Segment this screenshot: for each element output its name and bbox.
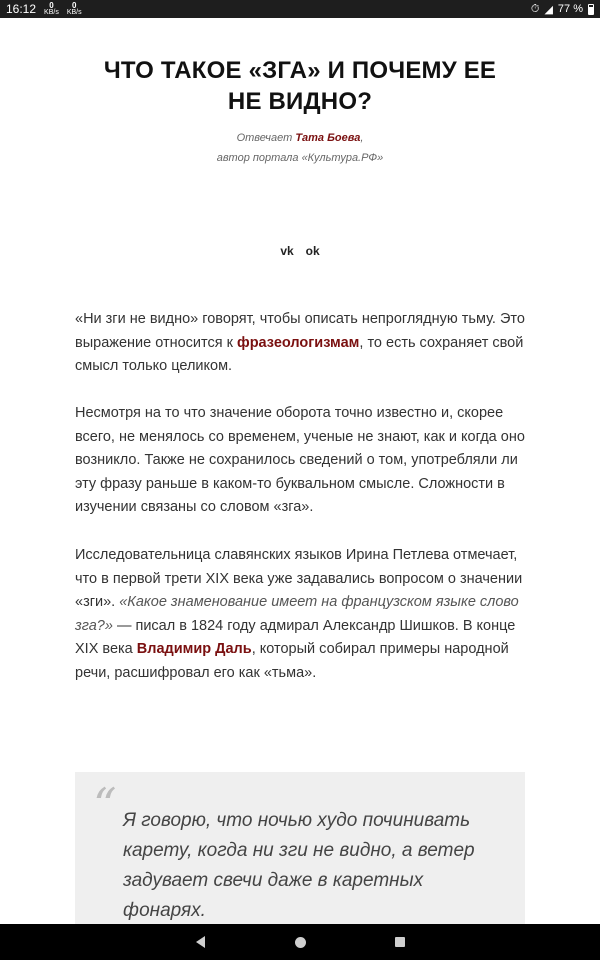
navigation-bar: [0, 924, 600, 960]
paragraph-1-text-b: , то есть сохраняет свой смысл только целиком.: [75, 334, 524, 374]
network-speed-1-unit: KB/s: [44, 9, 59, 16]
article-title: [90, 55, 510, 117]
back-button[interactable]: [190, 932, 210, 952]
byline: [0, 128, 600, 168]
recents-button[interactable]: [390, 932, 410, 952]
paragraph-2: Несмотря на то что значение оборота точно известно и, скорее всего, не менялось со временем, ученые не знают, как и когда оно возникло. Также не сохранилось сведений о том, употребляли ли эту фразу раньше в каком-то буквальном смысле. Сложности в изучении связаны со словом «зга».: [75, 405, 525, 515]
recents-square-icon: [395, 937, 405, 947]
network-speed-2-unit: KB/s: [66, 9, 82, 16]
byline-prefix: Отвечает: [236, 132, 296, 144]
network-speed-1-value: 0: [49, 1, 54, 10]
status-time: 16:12: [6, 2, 37, 16]
vk-icon[interactable]: vk: [280, 244, 294, 258]
odnoklassniki-icon[interactable]: ok: [305, 244, 320, 258]
quote-box: [75, 772, 525, 924]
article-title-line-2: НЕ ВИДНО?: [227, 88, 373, 115]
byline-role: автор портала «Культура.РФ»: [216, 152, 384, 164]
share-buttons: [0, 244, 600, 258]
phraseologism-link[interactable]: фразеологизмам: [237, 334, 360, 351]
quote-mark-icon: “: [93, 778, 117, 832]
article-title-line-1: ЧТО ТАКОЕ «ЗГА» И ПОЧЕМУ ЕЕ: [103, 57, 497, 84]
inline-quote: «Какое знаменование имеет на французском языке слово зга?»: [75, 594, 519, 634]
home-circle-icon: [295, 937, 306, 948]
battery-icon: [588, 4, 594, 15]
paragraph-3-text-c: , который собирал примеры народной речи, расшифровал его как «тьма».: [75, 641, 509, 681]
home-button[interactable]: [290, 932, 310, 952]
paragraph-1-text-a: «Ни зги не видно» говорят, чтобы описать непроглядную тьму. Это выражение относится к: [75, 311, 525, 351]
network-speed-2: [67, 2, 82, 16]
paragraph-1: [75, 308, 530, 379]
byline-comma: ,: [360, 132, 364, 144]
alarm-icon: ⏱: [530, 2, 540, 15]
network-speed-1: [44, 2, 59, 16]
status-bar: [0, 0, 600, 18]
battery-percent: 77 %: [557, 3, 583, 15]
author-link[interactable]: Тата Боева: [295, 132, 361, 144]
quote-text: Я говорю, что ночью худо починивать карету, когда ни зги не видно, а ветер задувает свечи даже в каретных фонарях.: [123, 810, 475, 921]
back-triangle-icon: [196, 936, 205, 948]
paragraph-3: [75, 544, 530, 685]
signal-icon: ◢: [544, 3, 553, 16]
network-speed-2-value: 0: [72, 1, 77, 10]
paragraph-3-text-a: Исследовательница славянских языков Ирина Петлева отмечает, что в первой трети XIX века уже задавались вопросом о значении «зги».: [75, 547, 523, 610]
status-right: [531, 3, 594, 16]
status-left: [6, 2, 82, 16]
dal-link[interactable]: Владимир Даль: [136, 641, 252, 657]
paragraph-3-text-b: — писал в 1824 году адмирал Александр Шишков. В конце XIX века: [75, 617, 516, 657]
article: [0, 18, 600, 924]
